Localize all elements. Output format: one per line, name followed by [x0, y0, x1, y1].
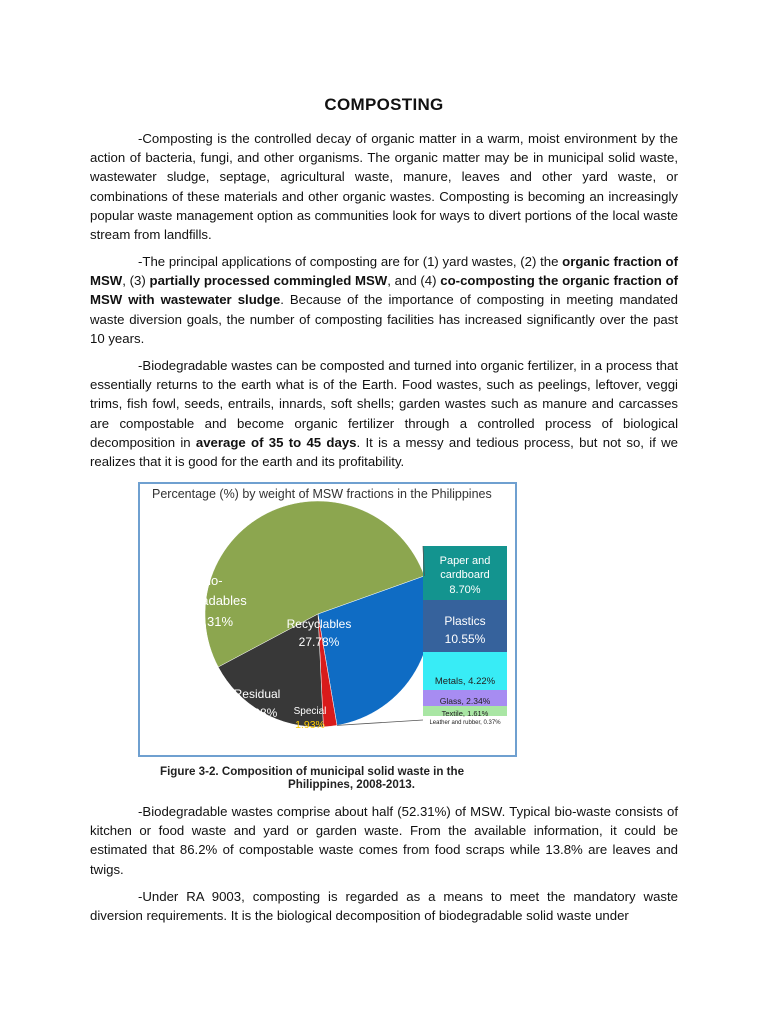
text-run: , (3) — [122, 273, 150, 289]
label-plastics: Plastics — [444, 614, 486, 628]
msw-pie-chart-figure — [138, 482, 517, 757]
paragraph-applications — [90, 252, 678, 348]
text-run: -The principal applications of composting are for (1) yard wastes, (2) the — [138, 254, 563, 269]
paragraph-ra9003 — [90, 887, 678, 925]
paragraph-text: -Composting is the controlled decay of organic matter in a warm, moist environment by the action of bacteria, fungi, and other organisms. The organic matter may be in municipal solid waste, wastewater sludge, septage, agricultural waste, manure, leaves and other yard waste, or combinations of these materials and other organic wastes. Composting is becoming an increasingly popular waste management option as communities look for ways to divert portions of the local waste stream from landfills. — [90, 131, 678, 243]
page-title: COMPOSTING — [324, 95, 444, 114]
text-run: -Biodegradable wastes can be composted and turned into organic fertilizer, in a process that essentially returns to the earth what is of the Earth. Food wastes, such as peelings, leftover, veggi trims, fish fowl, seeds, entrails, innards, soft shells; garden wastes such as manure and carcasses are compostable and become organic fertilizer through a controlled process of biological decomposition in — [90, 358, 678, 450]
paragraph-text: -Under RA 9003, composting is regarded as a means to meet the mandatory waste diversion requirements. It is the biological decomposition of biodegradable solid waste under — [90, 889, 678, 924]
bold-run: organic fraction of MSW — [90, 254, 679, 289]
bold-run: average of 35 to 45 days — [195, 434, 357, 450]
paragraph-composition — [90, 802, 678, 879]
label-paper: Paper and — [439, 555, 491, 567]
text-run: , and (4) — [387, 273, 441, 289]
text-run: . Because of the importance of composting in meeting mandated waste diversion goals, the number of composting facilities has increased significantly over the past 10 years. — [90, 292, 678, 346]
chart-title: Percentage (%) by weight of MSW fractions in the Philippines — [152, 487, 492, 501]
value-paper: 8.70% — [449, 584, 481, 596]
label-metals: Metals, 4.22% — [434, 676, 496, 687]
figure-caption — [160, 765, 540, 791]
value-recyclables: 27.78% — [298, 635, 340, 649]
paragraph-definition — [90, 129, 678, 244]
paragraph-text: -Biodegradable wastes comprise about half (52.31%) of MSW. Typical bio-waste consists of kitchen or food waste and yard or garden waste. From the available information, it could be estimated that 86.2% of compostable waste comes from food scraps while 13.8% are leaves and twigs. — [90, 804, 678, 877]
bold-run: partially processed commingled MSW — [149, 273, 388, 289]
value-special: 1.93% — [295, 719, 325, 731]
label-residual: Residual — [233, 687, 281, 701]
value-residual: 17.98% — [236, 706, 278, 720]
caption-line-2: Philippines, 2008-2013. — [288, 778, 415, 791]
bold-run: co-composting the organic fraction of MSW with wastewater sludge — [90, 273, 679, 308]
text-run: . It is a messy and tedious process, but not so, if we realizes that it is good for the earth and its profitability. — [90, 434, 679, 470]
pie-chart-svg — [140, 484, 515, 755]
label-textile: Textile, 1.61% — [441, 709, 489, 718]
value-biodegradables: 52.31% — [188, 614, 234, 629]
label-glass: Glass, 2.34% — [439, 696, 491, 706]
label-paper: cardboard — [440, 569, 490, 581]
label-biodegradables: degradables — [175, 593, 247, 608]
label-special: Special — [293, 706, 327, 717]
paragraph-biodegradable — [90, 356, 678, 471]
caption-line-1: Figure 3-2. Composition of municipal solid waste in the — [160, 765, 465, 778]
label-leather-rubber: Leather and rubber, 0.37% — [429, 720, 501, 726]
label-recyclables: Recyclables — [286, 617, 352, 631]
label-biodegradables: Bio- — [199, 573, 223, 588]
value-plastics: 10.55% — [444, 632, 486, 646]
